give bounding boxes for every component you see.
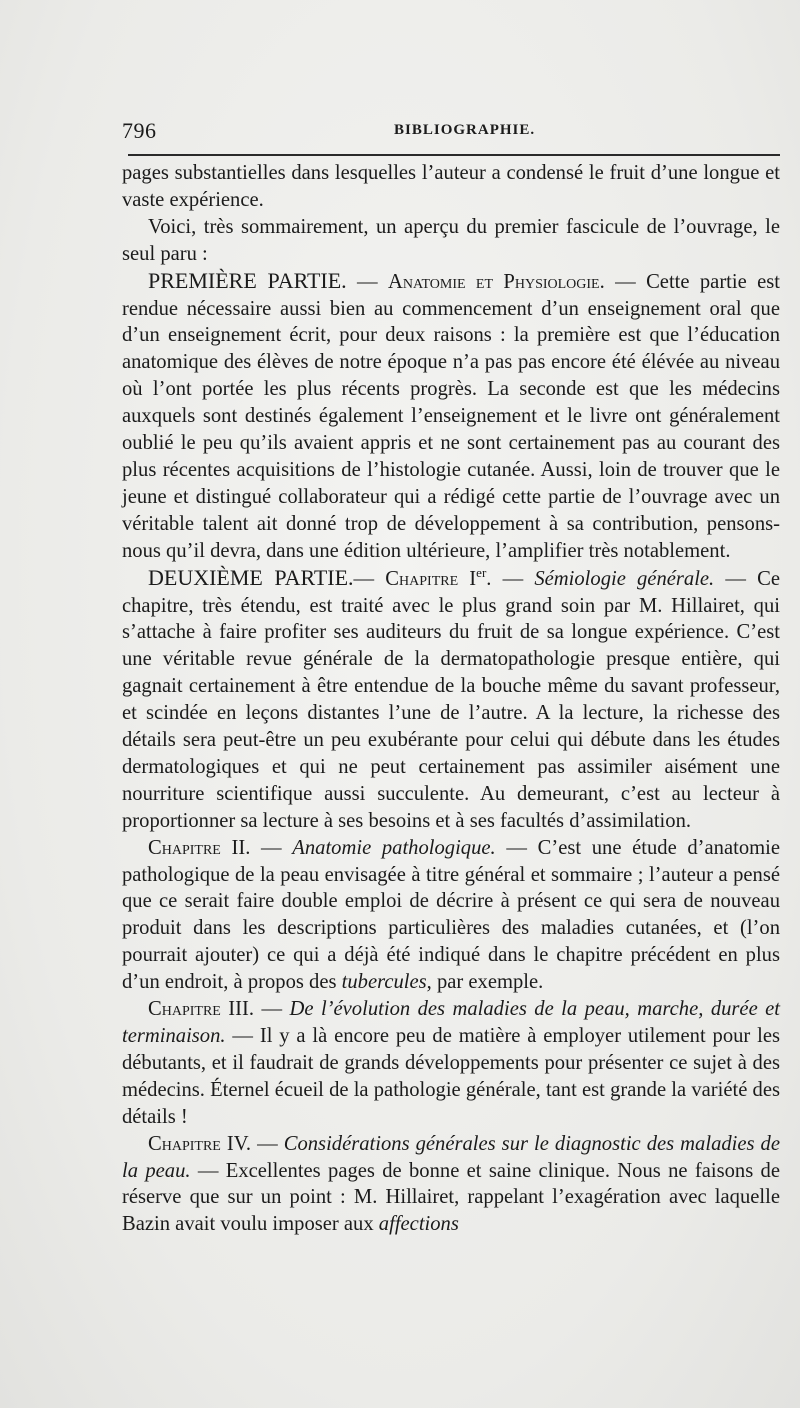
page-header [122, 118, 780, 148]
dash: — [353, 567, 386, 590]
chapter-label: Chapitre I [385, 567, 477, 590]
paragraph-2: Voici, très sommairement, un aperçu du premier fascicule de l’ouvrage, le seul paru : [122, 215, 780, 265]
emphasis: affections [378, 1213, 459, 1236]
section-title: Anatomie et Physiologie. [387, 270, 605, 293]
chapter-label: Chapitre III. [148, 998, 255, 1021]
header-rule [128, 154, 780, 156]
running-head: BIBLIOGRAPHIE. [394, 122, 536, 138]
chapter-title: De l’évolution des maladies de la peau, marche, durée et terminaison. [122, 998, 781, 1047]
dash: — [250, 836, 293, 859]
paragraph-chapitre-4 [122, 1131, 780, 1239]
dash: . — [486, 567, 535, 590]
paragraph-chapitre-3 [122, 996, 780, 1131]
dash: — [254, 998, 290, 1021]
chapter-superscript: er [476, 564, 487, 580]
paragraph-premiere-partie [122, 268, 780, 565]
dash: — [346, 270, 388, 293]
chapter-title: Considérations générales sur le diagnostic des maladies de la peau. [122, 1132, 780, 1182]
section-lead: PREMIÈRE PARTIE. [148, 267, 347, 293]
paragraph-deuxieme-partie [122, 565, 780, 835]
paragraph-text: — Excellentes pages de bonne et saine clinique. Nous ne faisons de réserve que sur un point : M. Hillairet, rappelant l’exagération avec laquelle Bazin avait voulu imposer aux [122, 1159, 780, 1236]
body-text [122, 160, 780, 1238]
emphasis: tubercules [341, 971, 427, 994]
chapter-title: Sémiologie générale. [534, 567, 715, 590]
chapter-label: Chapitre IV. [148, 1132, 252, 1155]
paragraph-text: — C’est une étude d’anatomie pathologique de la peau envisagée à titre général et sommaire ; l’auteur a pensé que ce serait faire double emploi de décrire à présent ce qui sera de nouveau produit dans les descriptions particulières des maladies cutanées, et (l’on pourrait ajouter) ce qui a déjà été indiqué dans le chapitre précédent en plus d’un endroit, à propos des [122, 836, 781, 994]
section-lead: DEUXIÈME PARTIE. [148, 564, 354, 590]
paragraph-chapitre-2 [122, 835, 780, 996]
chapter-title: Anatomie pathologique. [292, 836, 496, 859]
paragraph-text: — Cette partie est rendue nécessaire aussi bien au commencement d’un enseignement oral que d’un enseignement écrit, pour deux raisons : la première est que l’éducation anatomique des élèves de notre époque n’a pas pas encore été élévée au niveau où l’ont portée les plus récents progrès. La seconde est que les médecins auxquels sont destinés également l’enseignement et le livre ont généralement oublié le peu qu’ils avaient appris et ne sont certainement pas au courant des plus récentes acquisitions de l’histologie cutanée. Aussi, loin de trouver que le jeune et distingué collaborateur qui a rédigé cette partie de l’ouvrage avec un véritable talent ait donné trop de développement à sa contribution, pensons-nous qu’il devra, dans une édition ultérieure, l’amplifier très notablement. [122, 270, 780, 562]
paragraph-text-end: , par exemple. [426, 971, 544, 994]
chapter-label: Chapitre II. [148, 836, 251, 859]
dash: — [251, 1132, 284, 1155]
paragraph-text: — Ce chapitre, très étendu, est traité avec le plus grand soin par M. Hillairet, qui s’attache à faire profiter ses auditeurs du fruit de sa longue expérience. C’est une véritable revue générale de la dermatopathologie presque entière, qui gagnait certainement à être entendue de la bouche même du savant professeur, et scindée en leçons distantes l’une de l’autre. A la lecture, la richesse des détails sera peut-être un peu exubérante pour celui qui débute dans les études dermatologiques et qui ne peut certainement pas assimiler aisément une nourriture scientifique aussi succulente. Au demeurant, c’est au lecteur à proportionner sa lecture à ses besoins et à ses facultés d’assimilation. [122, 567, 780, 832]
page-number: 796 [122, 118, 157, 143]
paragraph-text: — Il y a là encore peu de matière à employer utilement pour les débutants, et il faudrait de grands développements pour présenter ce sujet à des médecins. Éternel écueil de la pathologie générale, tant est grande la variété des détails ! [122, 1025, 780, 1128]
paragraph-1: pages substantielles dans lesquelles l’auteur a condensé le fruit d’une longue et vaste expérience. [122, 162, 780, 211]
